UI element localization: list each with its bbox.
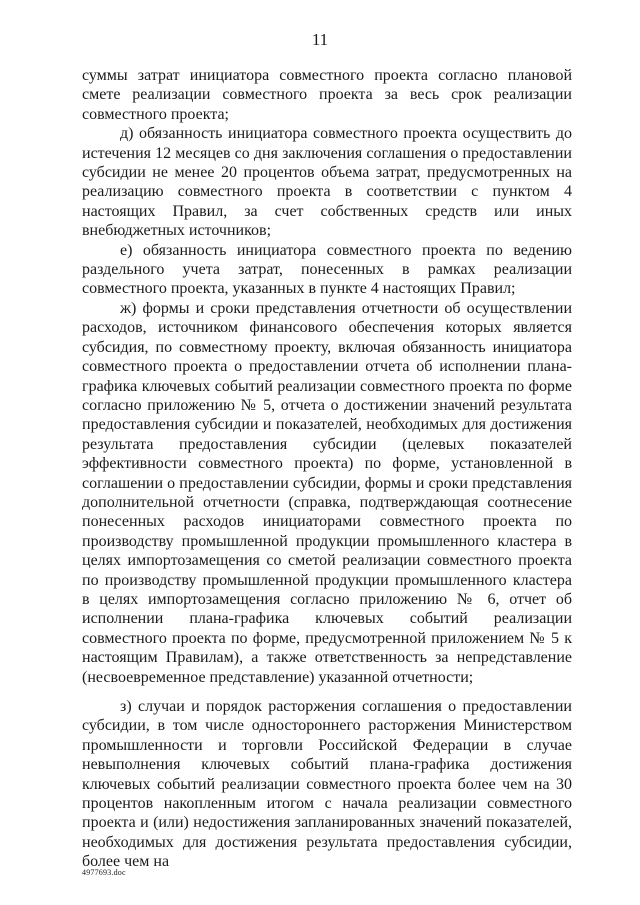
file-name-footer: 4977693.doc [82, 868, 126, 877]
paragraph-d: д) обязанность инициатора совместного проекта осуществить до истечения 12 месяцев со дня заключения соглашения о предоставлении субсидии не менее 20 процентов объема затрат, предусмотренных на реализацию совместного проекта в соответствии с пунктом 4 настоящих Правил, за счет собственных средств или иных внебюджетных источников; [82, 125, 572, 240]
page-number: 11 [311, 30, 329, 49]
paragraph-z: з) случаи и порядок расторжения соглашения о предоставлении субсидии, в том числе одностороннего расторжения Министерством промышленности и торговли Российской Федерации в случае невыполнения ключевых событий плана-графика достижения ключевых событий реализации совместного проекта более чем на 30 процентов накопленным итогом с начала реализации совместного проекта и (или) недостижения запланированных значений показателей, необходимых для достижения результата предоставления субсидии, более чем на [82, 698, 572, 871]
paragraph-zh: ж) формы и сроки представления отчетности об осуществлении расходов, источником финансового обеспечения которых является субсидия, по совместному проекту, включая обязанность инициатора совместного проекта о предоставлении отчета об исполнении плана-графика ключевых событий реализации совместного проекта по форме согласно приложению № 5, отчета о достижении значений результата предоставления субсидии и показателей, необходимых для достижения результата предоставления субсидии (целевых показателей эффективности совместного проекта) по форме, установленной в соглашении о предоставлении субсидии, формы и сроки представления дополнительной отчетности (справка, подтверждающая соотнесение понесенных расходов инициаторами совместного проекта по производству промышленной продукции промышленного кластера в целях импортозамещения со сметой реализации совместного проекта по производству промышленной продукции промышленного кластера в целях импортозамещения согласно приложению № 6, отчет об исполнении плана-графика ключевых событий реализации совместного проекта по форме, предусмотренной приложением № 5 к настоящим Правилам), а также ответственность за непредставление (несвоевременное представление) указанной отчетности; [82, 299, 572, 686]
paragraph-continuation: суммы затрат инициатора совместного проекта согласно плановой смете реализации совместного проекта за весь срок реализации совместного проекта; [82, 67, 572, 123]
document-body [82, 66, 572, 872]
paragraph-e: е) обязанность инициатора совместного проекта по ведению раздельного учета затрат, понесенных в рамках реализации совместного проекта, указанных в пункте 4 настоящих Правил; [82, 241, 572, 298]
